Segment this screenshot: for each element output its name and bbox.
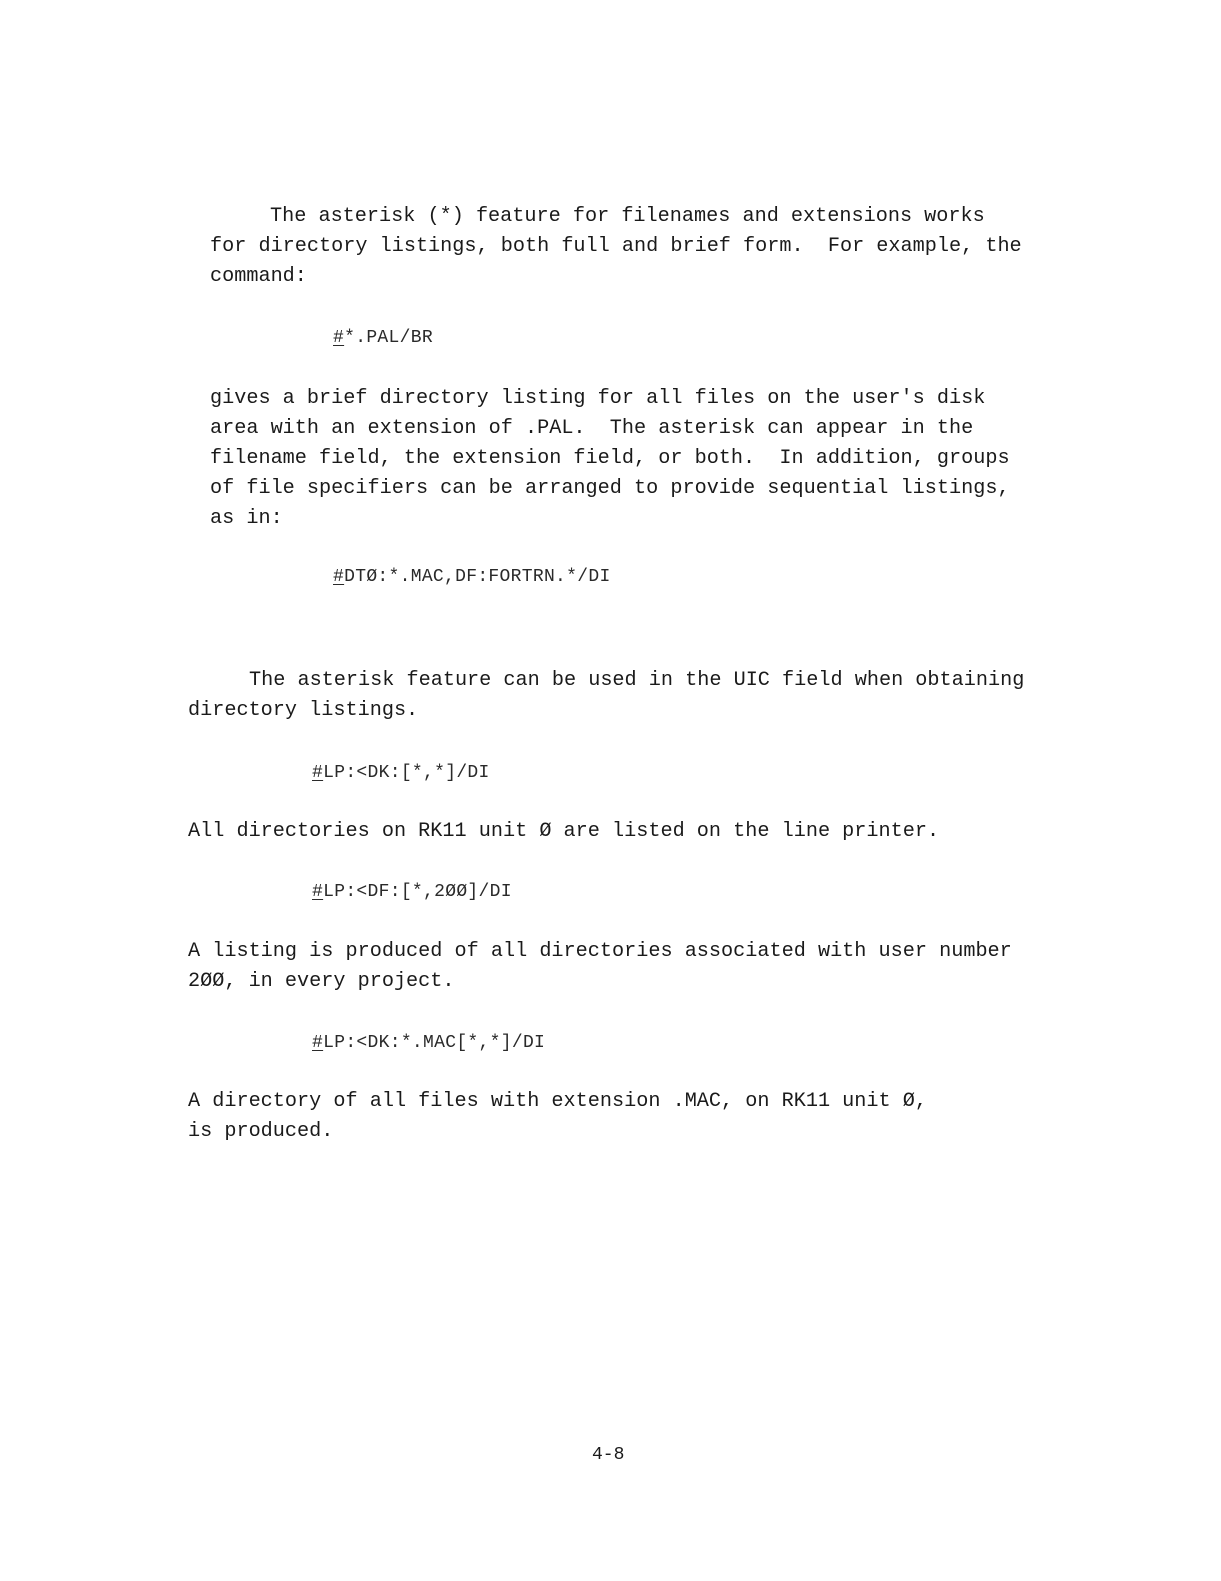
command-example-2 bbox=[333, 562, 611, 592]
command-example-5 bbox=[312, 1028, 545, 1058]
example-5-description-line-2: is produced. bbox=[188, 1120, 334, 1143]
paragraph-1-line-3: command: bbox=[210, 265, 307, 288]
command-example-3 bbox=[312, 758, 490, 788]
paragraph-2-line-5: as in: bbox=[210, 507, 283, 530]
paragraph-3-line-1: The asterisk feature can be used in the UIC field when obtaining bbox=[249, 669, 1025, 692]
paragraph-2-line-4: of file specifiers can be arranged to provide sequential listings, bbox=[210, 477, 1010, 500]
command-prompt: # bbox=[312, 1033, 324, 1053]
command-text: DTØ:*.MAC,DF:FORTRN.*/DI bbox=[344, 567, 611, 587]
command-prompt: # bbox=[333, 328, 345, 348]
command-text: *.PAL/BR bbox=[344, 328, 433, 348]
paragraph-1-line-1: The asterisk (*) feature for filenames and extensions works bbox=[270, 205, 985, 228]
example-3-description-line-1: All directories on RK11 unit Ø are listed on the line printer. bbox=[188, 820, 940, 843]
paragraph-3-line-2: directory listings. bbox=[188, 699, 419, 722]
command-example-1 bbox=[333, 323, 433, 353]
command-text: LP:<DF:[*,2ØØ]/DI bbox=[323, 882, 512, 902]
page-number: 4-8 bbox=[592, 1445, 625, 1465]
command-prompt: # bbox=[312, 763, 324, 783]
example-4-description-line-2: 2ØØ, in every project. bbox=[188, 970, 455, 993]
command-text: LP:<DK:[*,*]/DI bbox=[323, 763, 490, 783]
command-prompt: # bbox=[333, 567, 345, 587]
paragraph-2-line-2: area with an extension of .PAL. The asterisk can appear in the bbox=[210, 417, 974, 440]
example-4-description-line-1: A listing is produced of all directories associated with user number bbox=[188, 940, 1012, 963]
paragraph-1-line-2: for directory listings, both full and brief form. For example, the bbox=[210, 235, 1022, 258]
paragraph-2-line-1: gives a brief directory listing for all files on the user's disk bbox=[210, 387, 986, 410]
command-prompt: # bbox=[312, 882, 324, 902]
command-example-4 bbox=[312, 877, 512, 907]
command-text: LP:<DK:*.MAC[*,*]/DI bbox=[323, 1033, 546, 1053]
paragraph-2-line-3: filename field, the extension field, or both. In addition, groups bbox=[210, 447, 1010, 470]
example-5-description-line-1: A directory of all files with extension .MAC, on RK11 unit Ø, bbox=[188, 1090, 927, 1113]
